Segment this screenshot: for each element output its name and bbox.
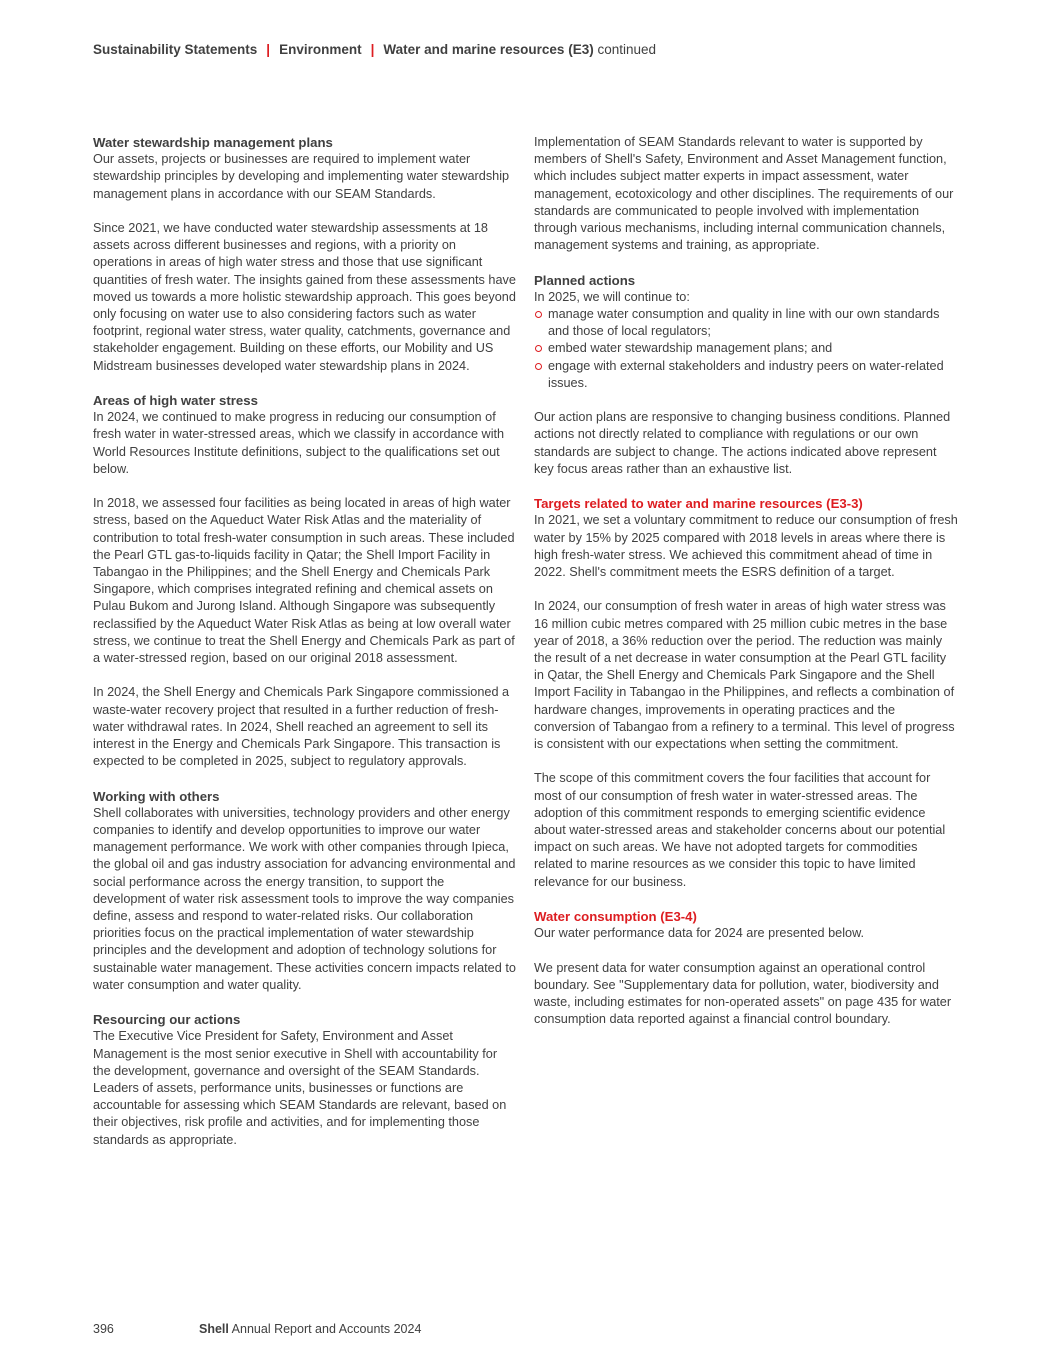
breadcrumb-water-marine[interactable]: Water and marine resources (E3)	[383, 42, 594, 57]
bullet-circle-icon	[535, 363, 542, 370]
paragraph: In 2024, we continued to make progress in reducing our consumption of fresh water in water-stressed areas, which we classify in accordance with World Resources Institute definitions, subject to the qualifications set out below.	[93, 410, 505, 476]
bullet-circle-icon	[535, 345, 542, 352]
paragraph: We present data for water consumption against an operational control boundary. See "Supplementary data for pollution, water, biodiversity and waste, including estimates for non-operated assets" on page 435 for water consumption data reported against a financial control boundary.	[534, 960, 952, 1027]
left-column	[93, 134, 517, 1149]
section-title-water-consumption: Water consumption (E3-4)	[534, 909, 697, 925]
section-title-resourcing: Resourcing our actions	[93, 1012, 241, 1028]
breadcrumb-environment[interactable]: Environment	[279, 42, 362, 57]
paragraph: Our action plans are responsive to changing business conditions. Planned actions not directly related to compliance with regulations or our own standards are subject to change. The actions indicated above represent key focus areas rather than an exhaustive list.	[534, 410, 951, 476]
section-title-high-water-stress: Areas of high water stress	[93, 393, 258, 409]
list-item-text: manage water consumption and quality in line with our own standards and those of local regulators;	[548, 307, 940, 339]
breadcrumb-continued: continued	[597, 42, 657, 57]
right-column	[534, 134, 958, 1028]
paragraph: Implementation of SEAM Standards relevant to water is supported by members of Shell's Safety, Environment and Asset Management function, which includes subject matter experts in impact assessment, water management, ecotoxicology and other disciplines. The requirements of our standards are communicated to people involved with implementation through various mechanisms, including internal communication channels, management systems and training, as appropriate.	[534, 135, 954, 253]
paragraph: In 2025, we will continue to:	[534, 289, 690, 304]
list-item-text: embed water stewardship management plans; and	[548, 341, 833, 356]
breadcrumb-separator: |	[370, 42, 375, 57]
section-title-water-stewardship: Water stewardship management plans	[93, 135, 333, 150]
paragraph: Shell collaborates with universities, technology providers and other energy companies to identify and develop opportunities to improve our water management performance. We work with other companies through Ipieca, the global oil and gas industry association for advancing environmental and social performance across the energy transition, to support the development of water risk assessment tools to improve the way companies define, assess and respond to water-related risks. Our collaboration priorities focus on the practical implementation of water stewardship principles and the development and adoption of technology solutions for sustainable water management. These activities concern impacts related to water consumption and water quality.	[93, 805, 516, 992]
report-title	[199, 1322, 421, 1336]
paragraph: In 2021, we set a voluntary commitment to reduce our consumption of fresh water by 15% by 2025 compared with 2018 levels in areas where there is high fresh-water stress. We achieved this commitment ahead of time in 2022. Shell's commitment meets the ESRS definition of a target.	[534, 513, 958, 580]
paragraph: In 2018, we assessed four facilities as being located in areas of high water stress, based on the Aqueduct Water Risk Atlas and the materiality of contribution to total fresh-water consumption in such areas. These included the Pearl GTL gas-to-liquids facility in Qatar; the Shell Import Facility in Tabangao in the Philippines; and the Shell Energy and Chemicals Park Singapore, which comprises integrated refining and chemical assets on Pulau Bukom and Jurong Island. Although Singapore was subsequently reclassified by the Aqueduct Water Risk Atlas as being at low overall water stress, we continue to treat the Shell Energy and Chemicals Park as part of a water-stressed region, based on our original 2018 assessment.	[93, 496, 515, 666]
section-title-planned-actions: Planned actions	[534, 272, 636, 288]
breadcrumb-sustainability[interactable]: Sustainability Statements	[93, 42, 258, 57]
paragraph: Our assets, projects or businesses are required to implement water stewardship principles by developing and implementing water stewardship management plans in accordance with our SEAM Standards.	[93, 152, 510, 201]
list-item	[534, 358, 958, 392]
paragraph: The scope of this commitment covers the four facilities that account for most of our consumption of fresh water in water-stressed areas. The adoption of this commitment responds to emerging scientific evidence about water-stressed areas and stakeholder concerns about our potential impact on such areas. We have not adopted targets for commodities related to marine resources as we consider this topic to have limited relevance for our business.	[534, 771, 946, 889]
section-title-working-with-others: Working with others	[93, 788, 220, 804]
breadcrumb	[93, 42, 656, 57]
paragraph: Since 2021, we have conducted water stewardship assessments at 18 assets across different businesses and regions, with a priority on operations in areas of high water stress and those that use significant quantities of fresh water. The insights gained from these assessments have moved us towards a more holistic stewardship approach. This goes beyond only focusing on water use to also considering factors such as water footprint, regional water stress, water quality, catchments, governance and stakeholder engagement. Building on these efforts, our Mobility and US Midstream businesses developed water stewardship plans in 2024.	[93, 221, 516, 373]
breadcrumb-separator: |	[266, 42, 271, 57]
planned-actions-list	[534, 306, 958, 392]
list-item-text: engage with external stakeholders and industry peers on water-related issues.	[548, 358, 944, 390]
list-item	[534, 306, 958, 340]
list-item	[534, 340, 958, 357]
brand-name: Shell	[199, 1322, 229, 1336]
page-number: 396	[93, 1322, 114, 1336]
report-title-text: Annual Report and Accounts 2024	[231, 1322, 422, 1336]
bullet-circle-icon	[535, 311, 542, 318]
paragraph: Our water performance data for 2024 are presented below.	[534, 926, 865, 941]
section-title-targets: Targets related to water and marine resources (E3-3)	[534, 496, 863, 512]
paragraph: In 2024, the Shell Energy and Chemicals Park Singapore commissioned a waste-water recovery project that resulted in a further reduction of fresh-water withdrawal rates. In 2024, Shell reached an agreement to sell its interest in the Energy and Chemicals Park Singapore. This transaction is expected to be completed in 2025, subject to regulatory approvals.	[93, 685, 510, 769]
paragraph: The Executive Vice President for Safety, Environment and Asset Management is the most senior executive in Shell with accountability for the development, governance and oversight of the SEAM Standards. Leaders of assets, performance units, businesses or functions are accountable for assessing which SEAM Standards are relevant, based on their objectives, risk profile and activities, and for implementing those standards as appropriate.	[93, 1029, 507, 1147]
paragraph: In 2024, our consumption of fresh water in areas of high water stress was 16 million cubic metres compared with 25 million cubic metres in the base year of 2018, a 36% reduction over the period. The reduction was mainly the result of a net decrease in water consumption at the Pearl GTL facility in Qatar, the Shell Energy and Chemicals Park Singapore and the Shell Import Facility in Tabangao in the Philippines, and reflects a combination of hardware changes, improvements in operating practices and the conversion of Tabangao from a refinery to a terminal. This level of progress is consistent with our expectations when setting the commitment.	[534, 599, 955, 752]
